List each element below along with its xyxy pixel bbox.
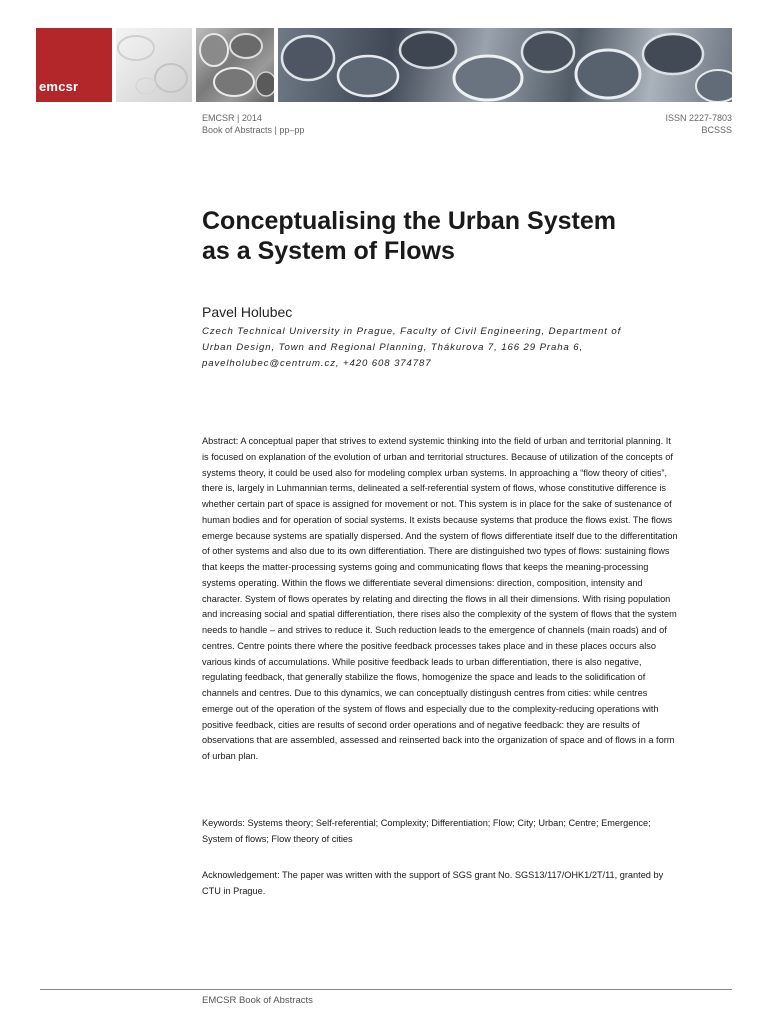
title-line-2: as a System of Flows: [202, 237, 455, 265]
issn-info: [665, 112, 732, 136]
affiliation-line-2: Urban Design, Town and Regional Planning, Thákurova 7, 166 29 Praha 6,: [202, 342, 584, 353]
banner-image-2: [196, 28, 274, 102]
emcsr-logo: [36, 28, 112, 102]
keywords: [202, 816, 680, 848]
banner-image-3: [278, 28, 732, 102]
affiliation-line-1: Czech Technical University in Prague, Faculty of Civil Engineering, Department of: [202, 326, 622, 337]
conference-year: EMCSR | 2014: [202, 113, 262, 123]
ack-label: Acknowledgement:: [202, 870, 280, 880]
keywords-label: Keywords:: [202, 818, 245, 828]
keywords-text: Systems theory; Self-referential; Complexity; Differentiation; Flow; City; Urban; Centre; Emergence; System of flows; Flow theory of cities: [202, 818, 651, 844]
logo-text: emcsr: [39, 79, 79, 94]
banner-image-1: [116, 28, 192, 102]
header-banner: [36, 28, 732, 102]
affiliation-line-3: pavelholubec@centrum.cz, +420 608 374787: [202, 358, 432, 369]
ack-text: The paper was written with the support of SGS grant No. SGS13/117/OHK1/2T/11, granted by CTU in Prague.: [202, 870, 664, 896]
abstract-text: A conceptual paper that strives to extend systemic thinking into the field of urban and territorial planning. It is focused on explanation of the evolution of urban and territorial structures. Because of utilization of the concepts of systems theory, it could be used also for modeling complex urban systems. In approaching a “flow theory of cities”, there is, largely in Luhmannian terms, delineated a self-referential system of flows, whose constitutive difference is whether certain part of space is assigned for movement or not. This system is in place for the sake of sustenance of human bodies and for operation of social systems. It exists because systems that produce the flows exist. The flows emerge because systems are spatially dispersed. And the system of flows differentiate itself due to the differentitation of other systems and also due to its own differentiation. There are distinguished two types of flows: sustaining flows that keeps the matter-processing systems going and communicating flows that keeps the meaning-processing systems operating. Within the flows we differentiate several dimensions: direction, composition, intensity and character. System of flows operates by relating and directing the flows in all their dimensions. With rising population and increasing social and spatial differentiation, there rises also the complexity of the system of flows that the system needs to handle – and strives to reduce it. Such reduction leads to the emergence of channels (main roads) and of centres. Centre points there where the positive feedback processes takes place and in these places occurs also various kinds of accumulations. While positive feedback leads to urban differentiation, there is also negative, regulating feedback, that generally stabilize the flows, homogenize the space and leads to the solidification of channels and centres. Due to this dynamics, we can conceptually distingush centres from cities: while centres emerge out of the operation of the system of flows and especially due to the complexity-reducing operations with positive feedback, cities are results of second order operations and of negative feedback: they are results of observations that are assembled, assessed and reinserted back into the organization of space and of flows in a form of urban plan.: [202, 436, 678, 761]
title-line-1: Conceptualising the Urban System: [202, 207, 616, 235]
author-affiliation: [202, 324, 672, 372]
issn: ISSN 2227-7803: [665, 113, 732, 123]
abstract: [202, 434, 680, 765]
publication-info: [202, 112, 304, 136]
footer-text: EMCSR Book of Abstracts: [202, 995, 313, 1006]
author-name: Pavel Holubec: [202, 304, 293, 320]
book-pages: Book of Abstracts | pp–pp: [202, 125, 305, 135]
paper-title: [202, 206, 702, 266]
footer-divider: [40, 989, 732, 990]
publisher: BCSSS: [701, 125, 732, 135]
acknowledgement: [202, 868, 680, 900]
abstract-label: Abstract:: [202, 436, 239, 446]
